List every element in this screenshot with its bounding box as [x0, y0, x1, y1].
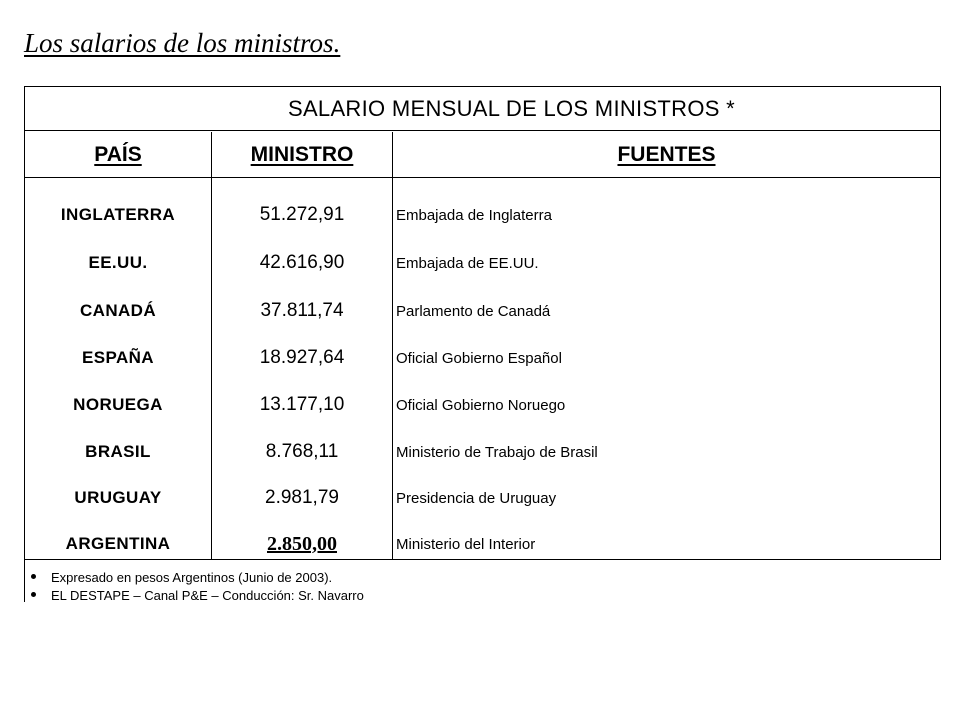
- salary-cell: 2.850,00: [267, 532, 337, 555]
- source-cell: Embajada de EE.UU.: [396, 254, 539, 272]
- bullet-icon: [31, 574, 36, 579]
- footnote-item: [51, 588, 364, 602]
- country-cell: ESPAÑA: [82, 348, 154, 367]
- header-country: PAÍS: [94, 142, 142, 166]
- country-cell: BRASIL: [85, 442, 151, 461]
- salary-cell: 2.981,79: [265, 487, 339, 508]
- table-header-row: [25, 132, 940, 178]
- source-cell: Oficial Gobierno Español: [396, 349, 562, 367]
- salary-cell: 51.272,91: [259, 204, 345, 225]
- table-title: SALARIO MENSUAL DE LOS MINISTROS *: [25, 87, 940, 131]
- salary-cell: 42.616,90: [259, 252, 345, 273]
- salary-cell: 37.811,74: [260, 300, 344, 321]
- footnote-item: [51, 570, 332, 585]
- country-cell: URUGUAY: [74, 488, 162, 507]
- footnote-text: EL DESTAPE – Canal P&E – Conducción: Sr. Navarro: [51, 588, 364, 602]
- salary-cell: 18.927,64: [259, 347, 345, 368]
- source-cell: Presidencia de Uruguay: [396, 489, 557, 507]
- source-cell: Ministerio del Interior: [396, 535, 536, 553]
- source-cell: Ministerio de Trabajo de Brasil: [396, 443, 598, 461]
- country-cell: EE.UU.: [88, 253, 148, 272]
- header-salary: MINISTRO: [250, 142, 354, 166]
- country-cell: CANADÁ: [79, 301, 157, 320]
- page-heading: Los salarios de los ministros.: [24, 28, 341, 58]
- source-cell: Oficial Gobierno Noruego: [396, 396, 566, 414]
- source-cell: Embajada de Inglaterra: [396, 206, 552, 224]
- footnote-text: Expresado en pesos Argentinos (Junio de 2003).: [51, 570, 333, 585]
- bullet-icon: [31, 592, 36, 597]
- country-cell: NORUEGA: [73, 395, 163, 414]
- header-source: FUENTES: [617, 142, 716, 166]
- salary-cell: 13.177,10: [259, 394, 345, 415]
- footnotes: [24, 560, 941, 602]
- salary-table: [24, 86, 941, 560]
- salary-cell: 8.768,11: [265, 441, 339, 462]
- source-cell: Parlamento de Canadá: [396, 302, 551, 320]
- country-cell: INGLATERRA: [60, 205, 176, 224]
- country-cell: ARGENTINA: [65, 534, 171, 553]
